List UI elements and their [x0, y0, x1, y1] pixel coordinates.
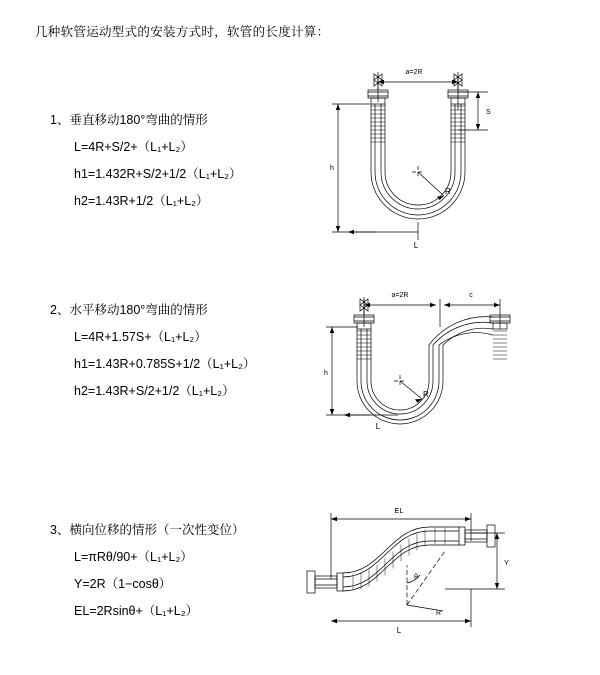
page-title: 几种软管运动型式的安装方式时，软管的长度计算： — [35, 25, 330, 39]
case-3-text — [50, 520, 244, 628]
case-3-formula-3: EL=2Rsinθ+（L₁+L₂） — [74, 604, 199, 618]
case-2-title: 2、水平移动180°弯曲的情形 — [50, 303, 208, 317]
case-3-title: 3、横向位移的情形（一次性变位） — [50, 523, 245, 537]
case-1-title: 1、垂直移动180°弯曲的情形 — [50, 113, 208, 127]
case-1-label-left: h — [330, 165, 334, 172]
case-1-label-radius: R — [445, 187, 451, 196]
case-2-label-bottom: L — [375, 422, 381, 431]
case-2-label-top-right: c — [469, 292, 473, 299]
case-3-label-bottom: L — [396, 626, 402, 635]
case-3-formula-1: L=πRθ/90+（L₁+L₂） — [74, 550, 193, 564]
case-2-figure — [318, 285, 533, 460]
case-3-figure — [295, 505, 525, 635]
case-3-formula-2: Y=2R（1−cosθ） — [74, 577, 172, 591]
case-2-formula-2: h1=1.43R+0.785S+1/2（L₁+L₂） — [74, 357, 256, 371]
case-1-figure — [318, 62, 533, 267]
case-1-formula-3: h2=1.43R+1/2（L₁+L₂） — [74, 194, 209, 208]
case-2-label-left: h — [324, 370, 328, 377]
case-2-text — [50, 300, 255, 408]
case-1-text — [50, 110, 242, 218]
case-2-label-top-left: a=2R — [391, 292, 409, 299]
case-1-label-top: a=2R — [405, 69, 423, 76]
case-2-formula-1: L=4R+1.57S+（L₁+L₂） — [74, 330, 207, 344]
case-1-label-right: S — [486, 109, 491, 116]
case-1-formula-2: h1=1.432R+S/2+1/2（L₁+L₂） — [74, 167, 242, 181]
case-3-label-right: Y — [504, 558, 510, 567]
case-1-label-bottom: L — [413, 241, 419, 250]
case-3-label-radius: R — [436, 610, 442, 617]
case-1-formula-1: L=4R+S/2+（L₁+L₂） — [74, 140, 193, 154]
case-2-formula-3: h2=1.43R+S/2+1/2（L₁+L₂） — [74, 384, 235, 398]
case-2-label-radius: R — [423, 390, 429, 399]
case-3-label-angle: θ — [414, 574, 418, 581]
case-3-label-top: EL — [394, 506, 404, 515]
